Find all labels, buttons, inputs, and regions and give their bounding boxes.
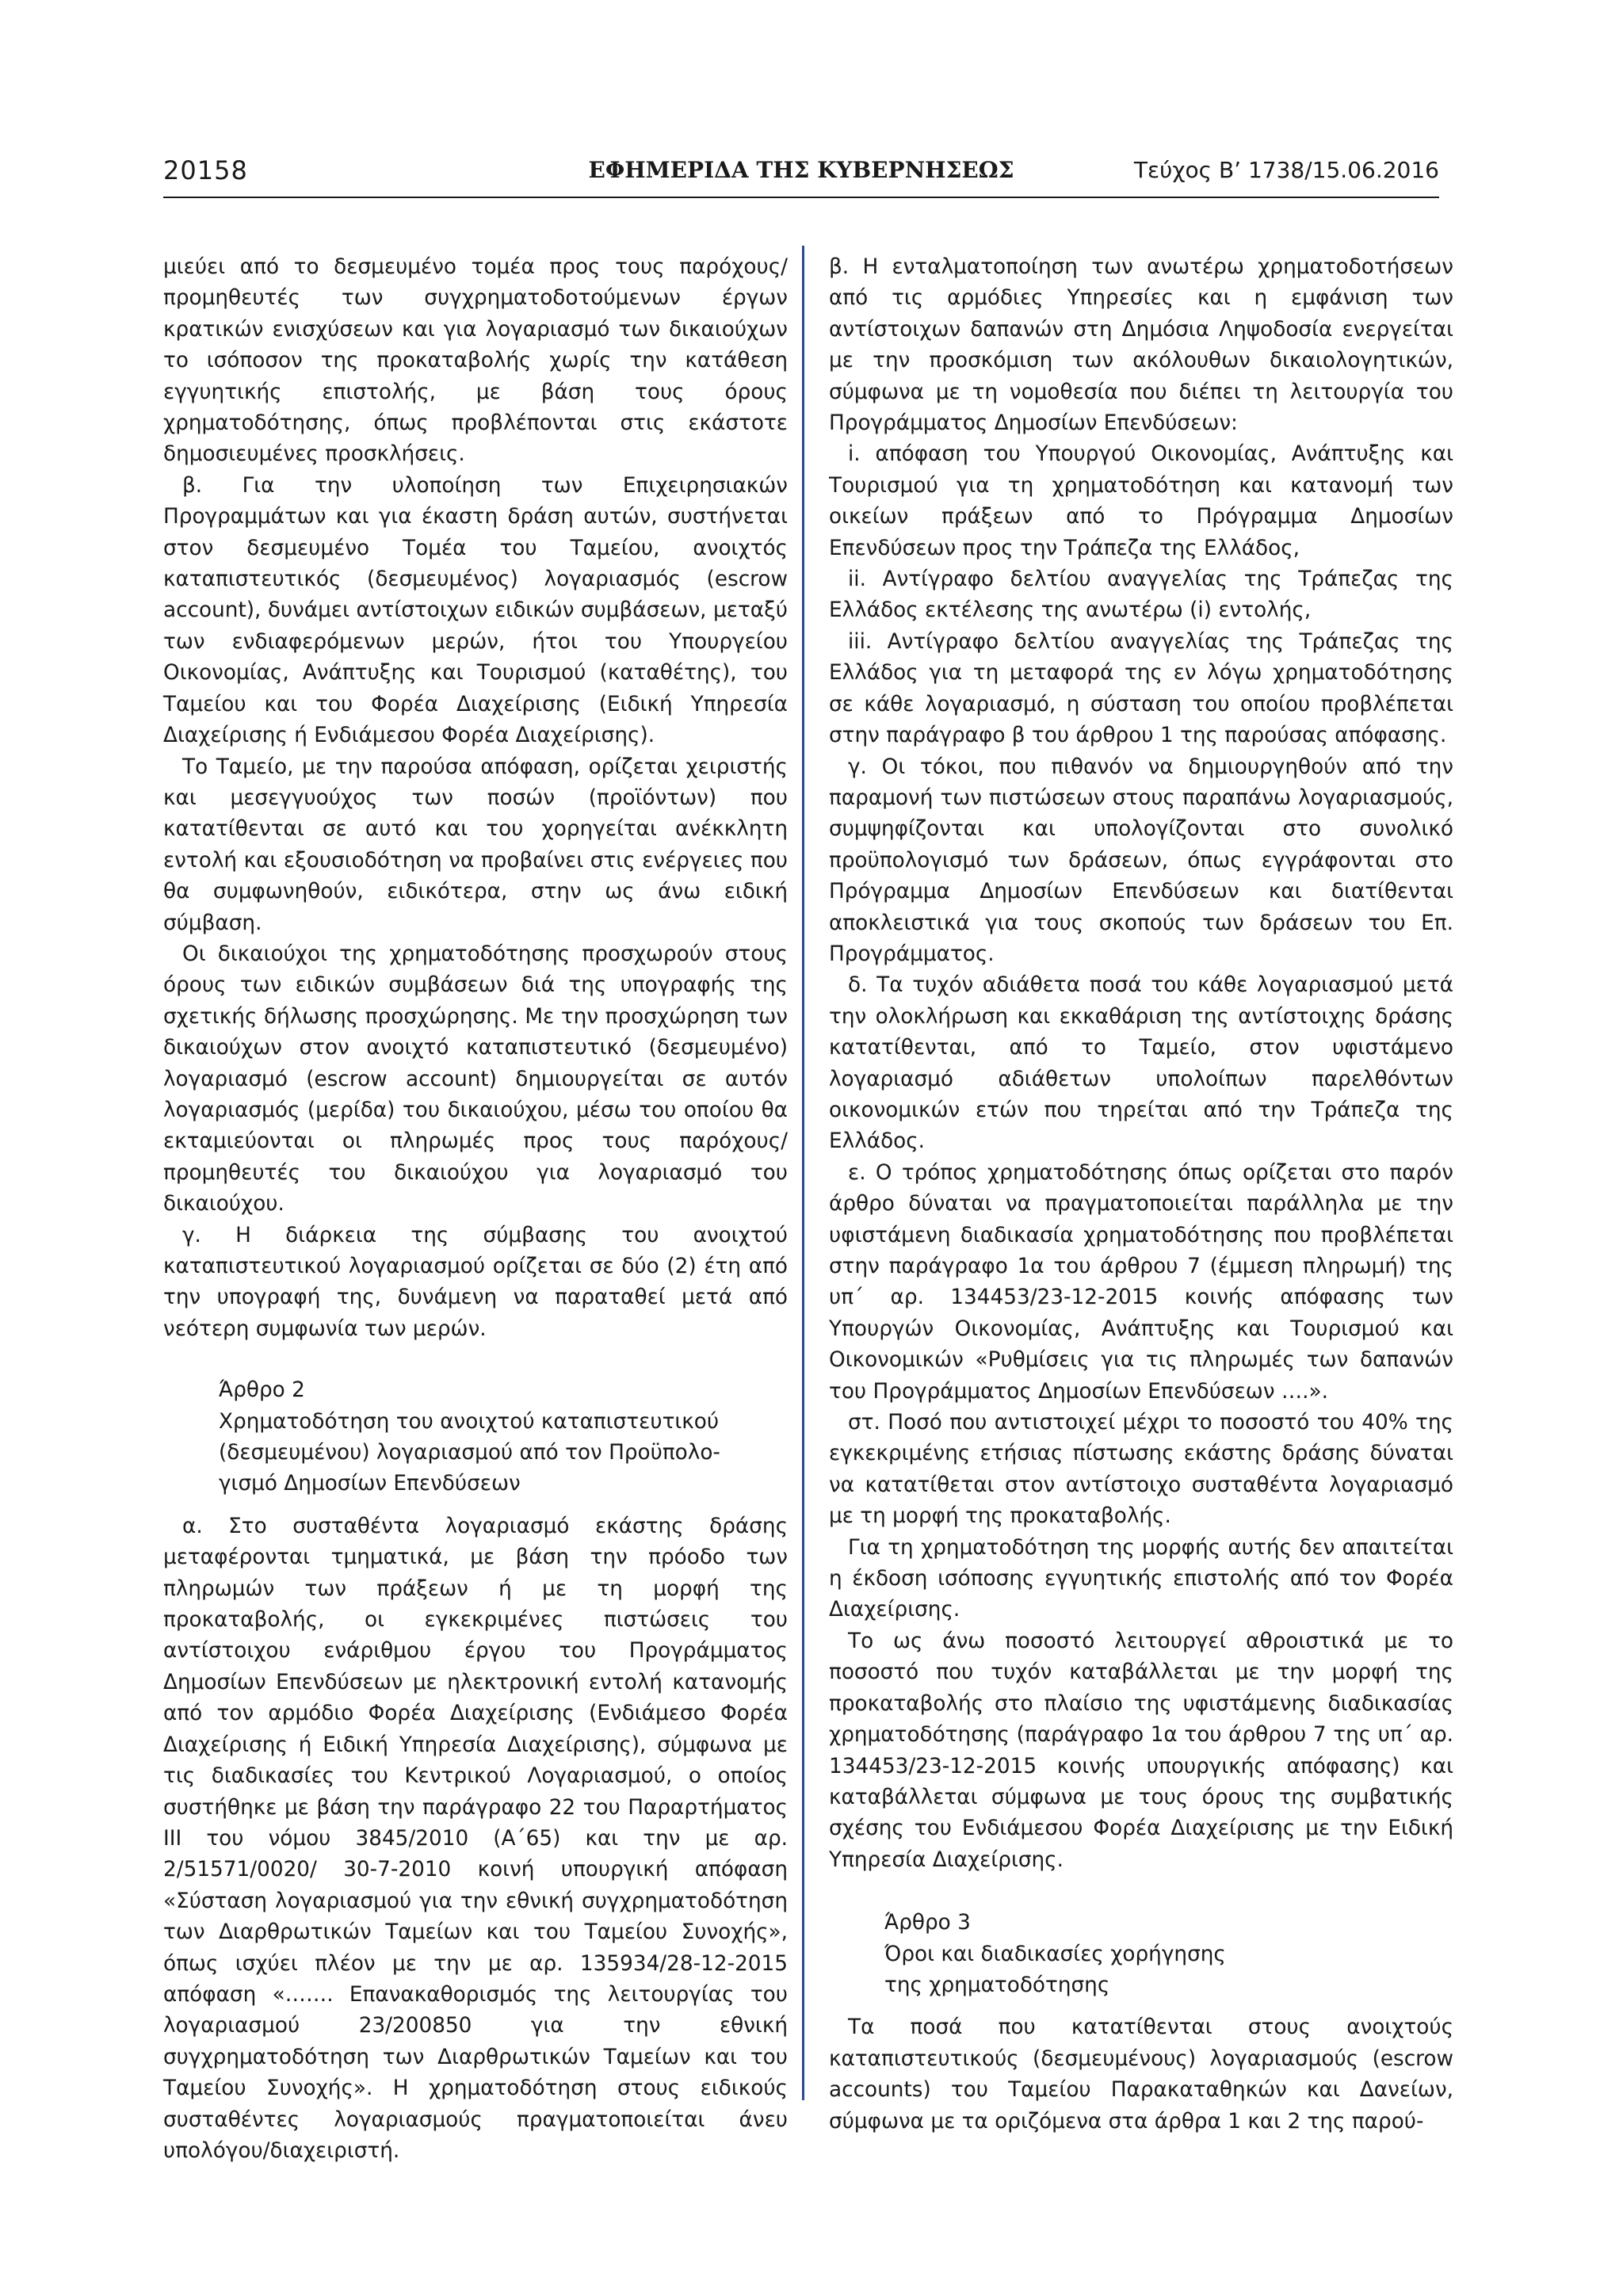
paragraph: α. Στο συσταθέντα λογαριασμό εκάστης δράσης μεταφέρονται τμηματικά, με βάση την πρόοδο των πληρωμών των πράξεων ή με τη μορφή της προκαταβολής, οι εγκεκριμένες πιστώσεις του αντίστοιχου ενάριθμου έργου του Προγράμματος Δημοσίων Επενδύσεων με ηλεκτρονική εντολή κατανομής από τον αρμόδιο Φορέα Διαχείρισης (Ενδιάμεσο Φορέα Διαχείρισης ή Ειδική Υπηρεσία Διαχείρισης), σύμφωνα με τις διαδικασίες του Κεντρικού Λογαριασμού, ο οποίος συστήθηκε με βάση την παράγραφο 22 του Παραρτήματος ΙΙΙ του νόμου 3845/2010 (Α΄65) και την με αρ. 2/51571/0020/ 30-7-2010 κοινή υπουργική απόφαση «Σύσταση λογαριασμού για την εθνική συγχρηματοδότηση των Διαρθρωτικών Ταμείων και του Ταμείου Συνοχής», όπως ισχύει πλέον με την με αρ. 135934/28-12-2015 απόφαση «……. Επανακαθορισμός της λειτουργίας του λογαριασμού 23/200850 για την εθνική συγχρηματοδότηση των Διαρθρωτικών Ταμείων και του Ταμείου Συνοχής». Η χρηματοδότηση στους ειδικούς συσταθέντες λογαριασμούς πραγματοποιείται άνευ υπολόγου/διαχειριστή. [163,1514,788,2163]
issue-info: Τεύχος Β’ 1738/15.06.2016 [1133,157,1439,183]
page-number: 20158 [163,155,248,185]
article-title: της χρηματοδότησης [884,1973,1110,1997]
paragraph: iii. Αντίγραφο δελτίου αναγγελίας της Τράπεζας της Ελλάδος για τη μεταφορά της εν λόγω χρηματοδότησης σε κάθε λογαριασμό, η σύσταση του οποίου προβλέπεται στην παράγραφο β του άρθρου 1 της παρούσας απόφασης. [829,629,1453,748]
article-title: Όροι και διαδικασίες χορήγησης [884,1942,1226,1966]
paragraph: μιεύει από το δεσμευμένο τομέα προς τους παρόχους/ προμηθευτές των συγχρηματοδοτούμενων έργων κρατικών ενισχύσεων και για λογαριασμό των δικαιούχων το ισόποσον της προκαταβολής χωρίς την κατάθεση εγγυητικής επιστολής, με βάση τους όρους χρηματοδότησης, όπως προβλέπονται στις εκάστοτε δημοσιευμένες προσκλήσεις. [163,255,788,467]
paragraph: γ. Οι τόκοι, που πιθανόν να δημιουργηθούν από την παραμονή των πιστώσεων στους παραπάνω λογαριασμούς, συμψηφίζονται και υπολογίζονται στο συνολικό προϋπολογισμό των δράσεων, όπως εγγράφονται στο Πρόγραμμα Δημοσίων Επενδύσεων και διατίθενται αποκλειστικά για τους σκοπούς των δράσεων του Επ. Προγράμματος. [829,755,1453,966]
paragraph: στ. Ποσό που αντιστοιχεί μέχρι το ποσοστό του 40% της εγκεκριμένης ετήσιας πίστωσης εκάστης δράσης δύναται να κατατίθεται στον αντίστοιχο συσταθέντα λογαριασμό με τη μορφή της προκαταβολής. [829,1411,1453,1529]
left-column [163,252,788,2167]
article-3-heading [884,1908,1453,2001]
article-number: Άρθρο 3 [884,1911,971,1935]
paragraph: Οι δικαιούχοι της χρηματοδότησης προσχωρούν στους όρους των ειδικών συμβάσεων διά της υπογραφής της σχετικής δήλωσης προσχώρησης. Με την προσχώρηση των δικαιούχων στον ανοιχτό καταπιστευτικό (δεσμευμένο) λογαριασμό (escrow account) δημιουργείται σε αυτόν λογαριασμός (μερίδα) του δικαιούχου, μέσω του οποίου θα εκταμιεύονται οι πληρωμές προς τους παρόχους/προμηθευτές του δικαιούχου για λογαριασμό του δικαιούχου. [163,942,788,1217]
article-number: Άρθρο 2 [219,1378,305,1403]
page-header [163,155,1439,195]
article-title: γισμό Δημοσίων Επενδύσεων [219,1472,521,1496]
paragraph: β. Για την υλοποίηση των Επιχειρησιακών Προγραμμάτων και για έκαστη δράση αυτών, συστήνεται στον δεσμευμένο Τομέα του Ταμείου, ανοιχτός καταπιστευτικός (δεσμευμένος) λογαριασμός (escrow account), δυνάμει αντίστοιχων ειδικών συμβάσεων, μεταξύ των ενδιαφερόμενων μερών, ήτοι του Υπουργείου Οικονομίας, Ανάπτυξης και Τουρισμού (καταθέτης), του Ταμείου και του Φορέα Διαχείρισης (Ειδική Υπηρεσία Διαχείρισης ή Ενδιάμεσου Φορέα Διαχείρισης). [163,473,788,748]
paragraph: ε. Ο τρόπος χρηματοδότησης όπως ορίζεται στο παρόν άρθρο δύναται να πραγματοποιείται παράλληλα με την υφιστάμενη διαδικασία χρηματοδότησης που προβλέπεται στην παράγραφο 1α του άρθρου 7 (έμμεση πληρωμή) της υπ΄ αρ. 134453/23-12-2015 κοινής απόφασης των Υπουργών Οικονομίας, Ανάπτυξης και Τουρισμού και Οικονομικών «Ρυθμίσεις για τις πληρωμές των δαπανών του Προγράμματος Δημοσίων Επενδύσεων ….». [829,1160,1453,1404]
paragraph: i. απόφαση του Υπουργού Οικονομίας, Ανάπτυξης και Τουρισμού για τη χρηματοδότηση και κατανομή των οικείων πράξεων από το Πρόγραμμα Δημοσίων Επενδύσεων προς την Τράπεζα της Ελλάδος, [829,442,1453,560]
paragraph: β. Η ενταλματοποίηση των ανωτέρω χρηματοδοτήσεων από τις αρμόδιες Υπηρεσίες και η εμφάνιση των αντίστοιχων δαπανών στη Δημόσια Ληψοδοσία ενεργείται με την προσκόμιση των ακόλουθων δικαιολογητικών, σύμφωνα με τη νομοθεσία που διέπει τη λειτουργία του Προγράμματος Δημοσίων Επενδύσεων: [829,255,1453,436]
paragraph: ii. Αντίγραφο δελτίου αναγγελίας της Τράπεζας της Ελλάδος εκτέλεσης της ανωτέρω (i) εντολής, [829,567,1453,623]
paragraph: δ. Τα τυχόν αδιάθετα ποσά του κάθε λογαριασμού μετά την ολοκλήρωση και εκκαθάριση της αντίστοιχης δράσης κατατίθενται, από το Ταμείο, στον υφιστάμενο λογαριασμό αδιάθετων υπολοίπων παρελθόντων οικονομικών ετών που τηρείται από την Τράπεζα της Ελλάδος. [829,973,1453,1154]
article-2-heading [219,1375,788,1500]
paragraph: Για τη χρηματοδότηση της μορφής αυτής δεν απαιτείται η έκδοση ισόποσης εγγυητικής επιστολής από τον Φορέα Διαχείρισης. [829,1535,1453,1622]
paragraph: γ. Η διάρκεια της σύμβασης του ανοιχτού καταπιστευτικού λογαριασμού ορίζεται σε δύο (2) έτη από την υπογραφή της, δυνάμενη να παραταθεί μετά από νεότερη συμφωνία των μερών. [163,1223,788,1341]
publication-title: ΕΦΗΜΕΡΙΔΑ ΤΗΣ ΚΥΒΕΡΝΗΣΕΩΣ [588,157,1014,183]
header-rule [163,197,1439,198]
article-title: (δεσμευμένου) λογαριασμού από τον Προϋπολο- [219,1441,720,1465]
paragraph: Τα ποσά που κατατίθενται στους ανοιχτούς καταπιστευτικούς (δεσμευμένους) λογαριασμούς (escrow accounts) του Ταμείου Παρακαταθηκών και Δανείων, σύμφωνα με τα οριζόμενα στα άρθρα 1 και 2 της παρού- [829,2015,1453,2134]
column-divider [802,246,804,2100]
article-title: Χρηματοδότηση του ανοιχτού καταπιστευτικού [219,1409,720,1434]
right-column [829,252,1453,2137]
paragraph: Το ως άνω ποσοστό λειτουργεί αθροιστικά με το ποσοστό που τυχόν καταβάλλεται με την μορφή της προκαταβολής στο πλαίσιο της υφιστάμενης διαδικασίας χρηματοδότησης (παράγραφο 1α του άρθρου 7 της υπ΄ αρ. 134453/23-12-2015 κοινής υπουργικής απόφασης) και καταβάλλεται σύμφωνα με τους όρους της συμβατικής σχέσης του Ενδιάμεσου Φορέα Διαχείρισης με την Ειδική Υπηρεσία Διαχείρισης. [829,1629,1453,1872]
paragraph: Το Ταμείο, με την παρούσα απόφαση, ορίζεται χειριστής και μεσεγγυούχος των ποσών (προϊόντων) που κατατίθενται σε αυτό και του χορηγείται ανέκκλητη εντολή και εξουσιοδότηση να προβαίνει στις ενέργειες που θα συμφωνηθούν, ειδικότερα, στην ως άνω ειδική σύμβαση. [163,755,788,935]
